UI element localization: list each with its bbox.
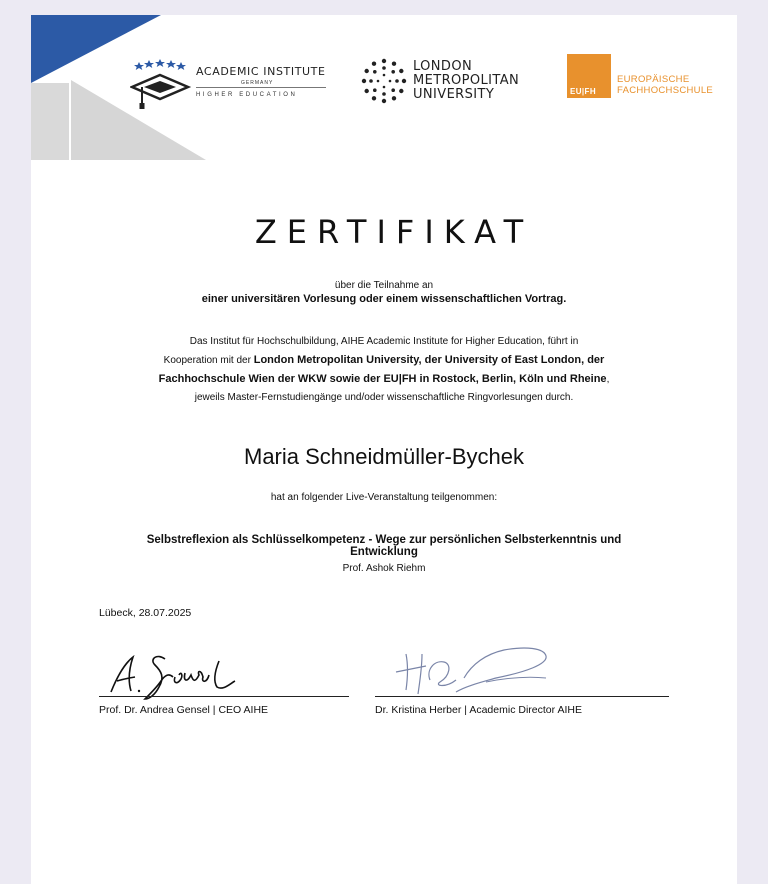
intro-line-1: Das Institut für Hochschulbildung, AIHE Academic Institute for Higher Education, führt in: [189, 336, 579, 347]
aihe-subtitle: HIGHER EDUCATION: [196, 92, 298, 98]
aihe-logo: [130, 57, 330, 117]
participation-text: hat an folgender Live-Veranstaltung teilgenommen:: [270, 492, 498, 503]
intro-line-2a: Kooperation mit der: [163, 355, 254, 366]
subtitle-line-2: einer universitären Vorlesung oder einem wissenschaftlichen Vortrag.: [201, 293, 567, 305]
certificate-page: [31, 15, 737, 884]
eufh-logo: [567, 54, 737, 100]
aihe-country: GERMANY: [241, 80, 274, 86]
recipient-name: Maria Schneidmüller-Bychek: [244, 444, 524, 469]
lecturer-name: Prof. Ashok Riehm: [342, 563, 426, 574]
eufh-badge-text: EU|FH: [570, 87, 597, 96]
intro-line-2: [31, 351, 737, 370]
lmu-line2: METROPOLITAN: [413, 73, 520, 88]
lmu-wordmark: [413, 60, 519, 102]
lecture-title: Selbstreflexion als Schlüsselkompetenz - Wege zur persönlichen Selbsterkenntnis und Entwicklung: [146, 534, 622, 558]
eufh-wordmark: [617, 74, 713, 96]
intro-line-2b: London Metropolitan University, der University of East London, der: [253, 354, 605, 366]
eufh-badge: [567, 54, 611, 98]
intro-paragraph: [31, 333, 737, 407]
graduation-cap-icon: [130, 57, 192, 113]
lmu-line3: UNIVERSITY: [413, 87, 495, 102]
certificate-title: ZERTIFIKAT: [254, 213, 534, 251]
aihe-name: ACADEMIC INSTITUTE: [196, 65, 326, 78]
place-date: Lübeck, 28.07.2025: [99, 607, 192, 619]
intro-line-4: jeweils Master-Fernstudiengänge und/oder wissenschaftliche Ringvorlesungen durch.: [194, 392, 574, 403]
intro-line-3b: ,: [606, 374, 610, 385]
eufh-line2: FACHHOCHSCHULE: [617, 85, 714, 96]
aihe-divider: [196, 87, 326, 88]
lmu-dots-icon: [361, 58, 407, 104]
intro-line-3: [31, 370, 737, 389]
signature-herber: [386, 642, 566, 702]
signature-line-2: [375, 696, 669, 697]
lmu-logo: [361, 58, 561, 108]
signature-gensel: [103, 647, 273, 702]
subtitle-line-1: über die Teilnahme an: [334, 280, 434, 291]
lmu-line1: LONDON: [413, 59, 473, 74]
signature-caption-2: Dr. Kristina Herber | Academic Director AIHE: [375, 704, 582, 716]
eufh-line1: EUROPÄISCHE: [617, 74, 690, 85]
signature-line-1: [99, 696, 349, 697]
intro-line-3a: Fachhochschule Wien der WKW sowie der EU|FH in Rostock, Berlin, Köln und Rheine: [158, 373, 607, 385]
signature-caption-1: Prof. Dr. Andrea Gensel | CEO AIHE: [99, 704, 269, 716]
